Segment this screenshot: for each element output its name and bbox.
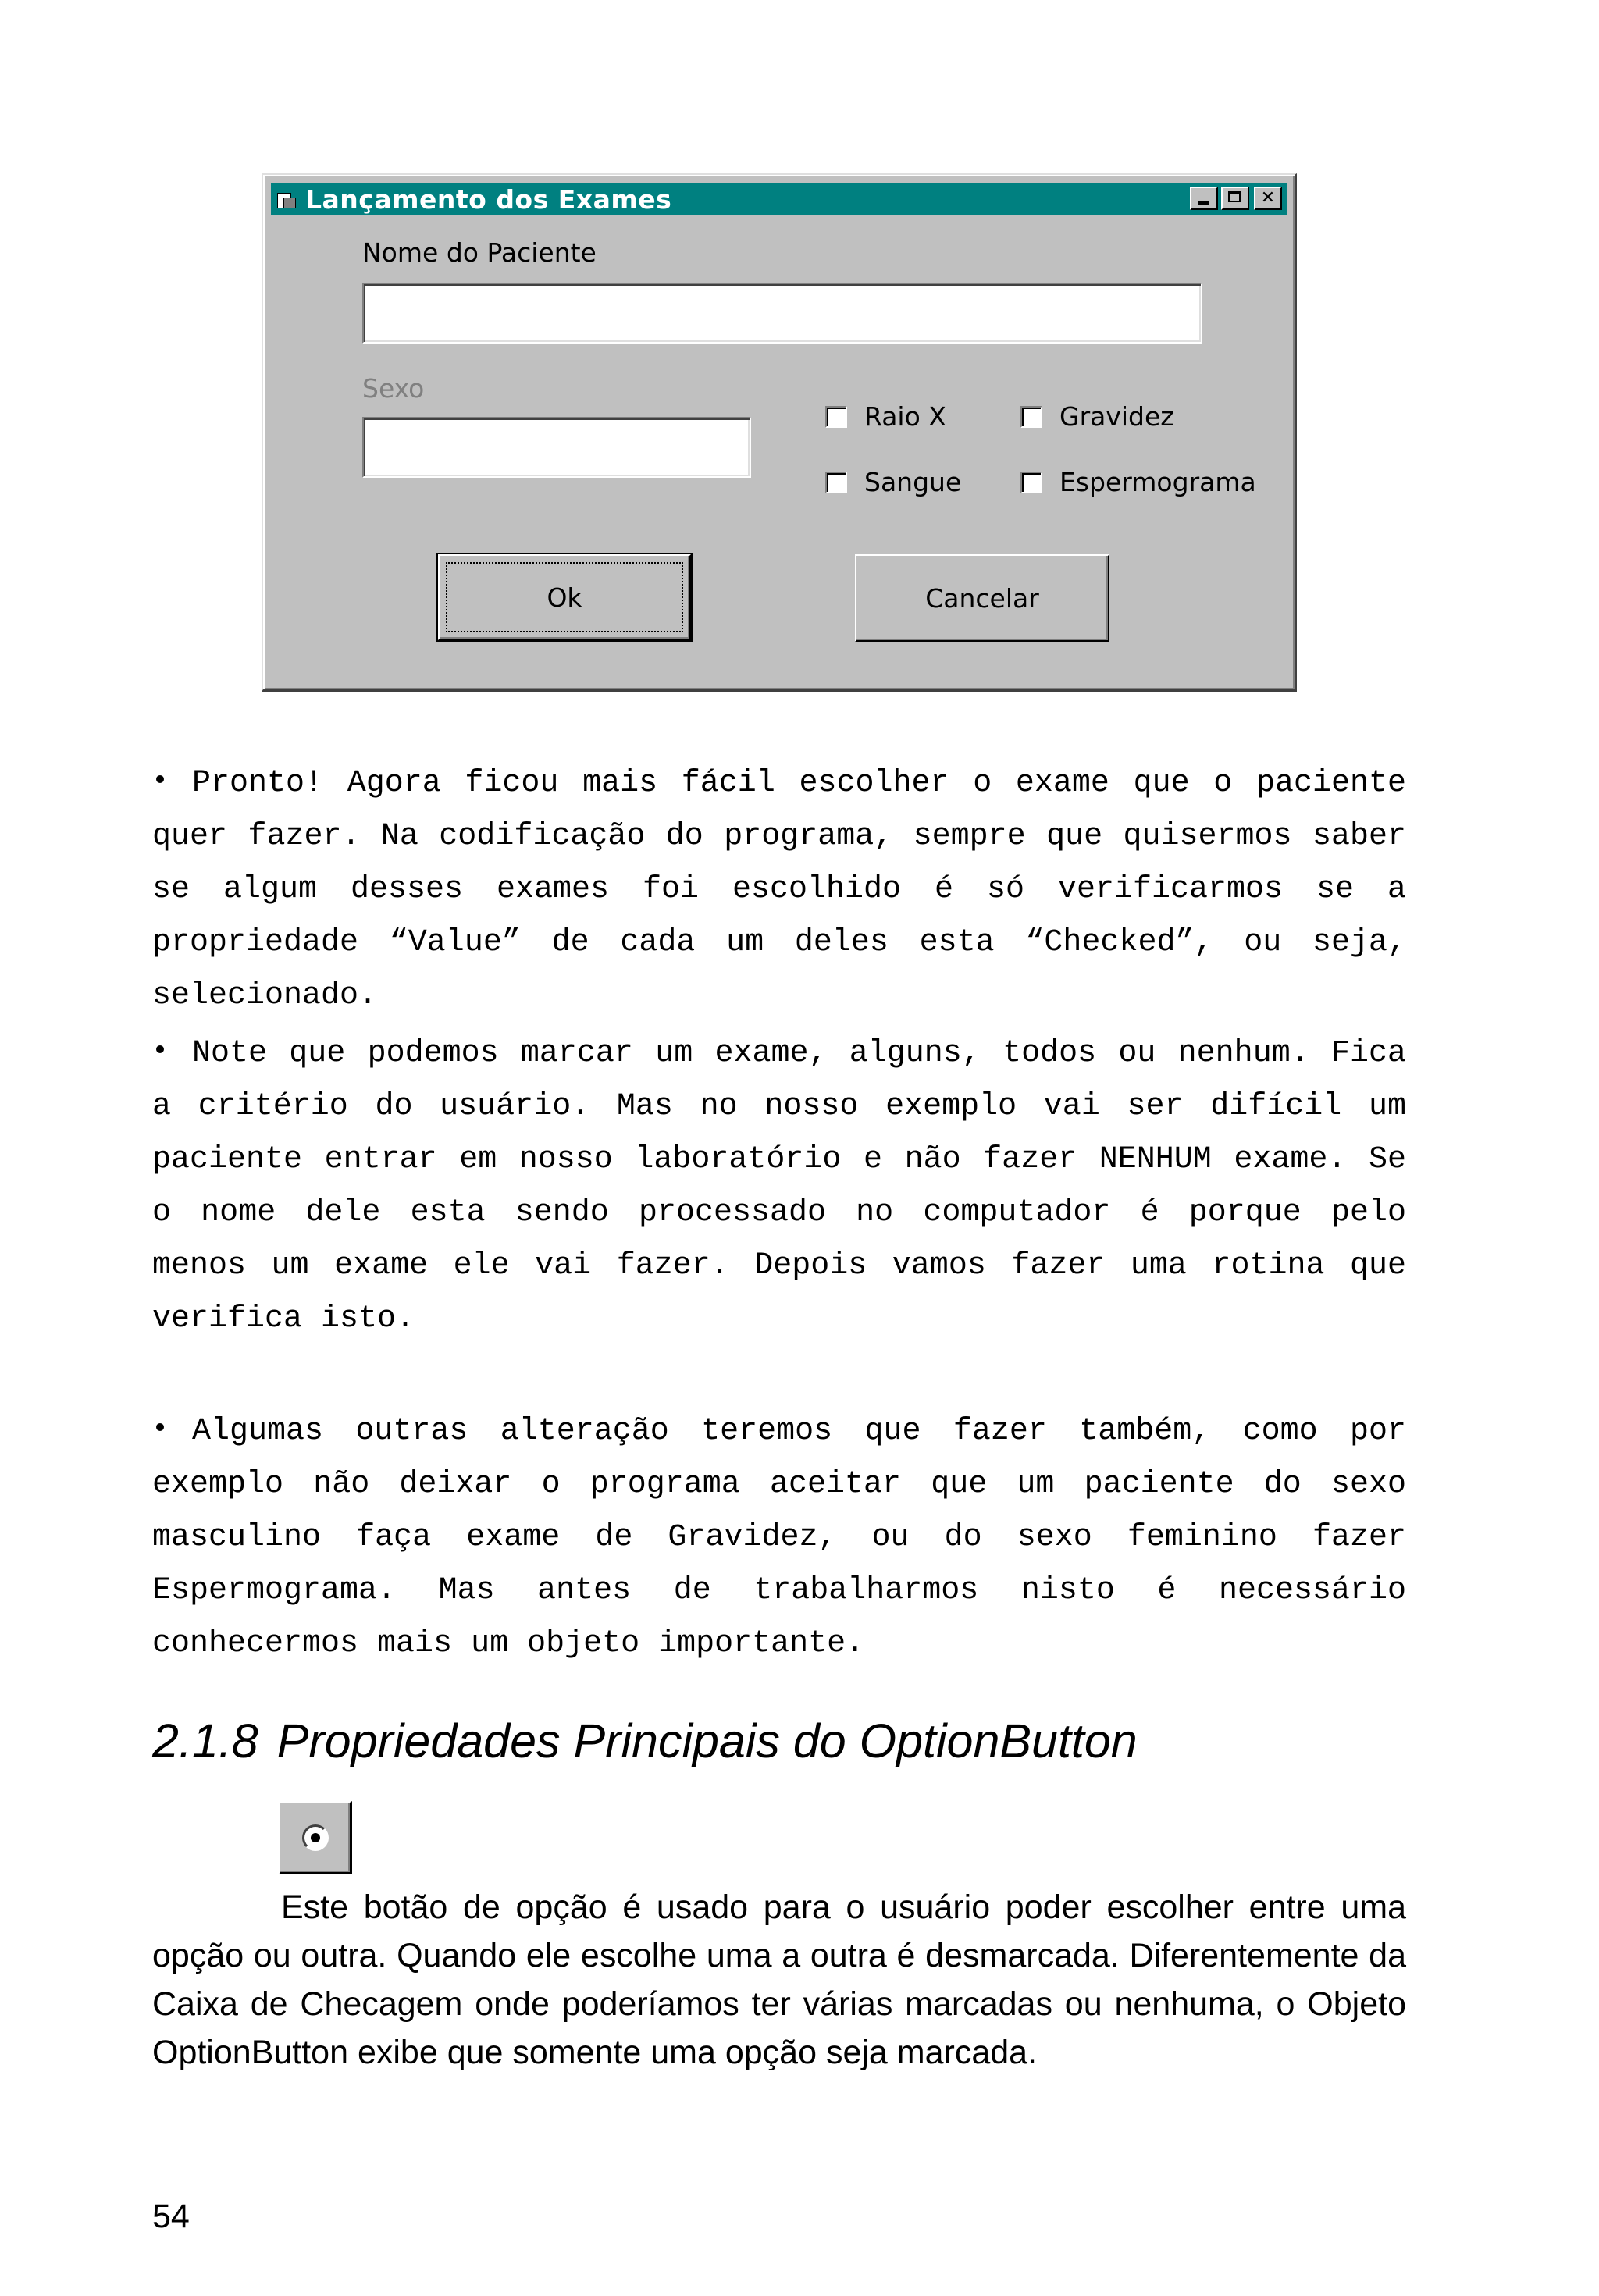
checkbox-raio-x[interactable]: [825, 401, 946, 432]
section-number: 2.1.8: [152, 1714, 258, 1767]
window-controls: [1187, 187, 1282, 210]
section-text-body: Este botão de opção é usado para o usuário poder escolher entre uma opção ou outra. Quando ele escolhe uma a outra é desmarcada. Diferentemente da Caixa de Checagem onde poderíamos ter várias marcadas ou nenhuma, o Objeto OptionButton exibe que somente uma opção seja marcada.: [152, 1888, 1406, 2071]
sex-label: Sexo: [362, 373, 425, 404]
checkbox-sangue[interactable]: [825, 467, 961, 497]
name-field[interactable]: [362, 283, 1202, 344]
name-label: Nome do Paciente: [362, 237, 597, 268]
close-icon[interactable]: ✕: [1254, 187, 1282, 210]
checkbox-box[interactable]: [1020, 472, 1042, 493]
checkbox-box[interactable]: [1020, 406, 1042, 428]
minimize-icon[interactable]: [1190, 187, 1218, 210]
section-title: Propriedades Principais do OptionButton: [276, 1714, 1138, 1767]
paragraph-3: [152, 1405, 1406, 1671]
window-title: Lançamento dos Exames: [305, 183, 672, 215]
title-bar[interactable]: [271, 183, 1287, 215]
paragraph-2: [152, 1027, 1406, 1346]
page-number: 54: [152, 2198, 190, 2235]
section-heading: [152, 1714, 1138, 1768]
ok-button-label: Ok: [547, 582, 582, 613]
option-button-icon: [279, 1801, 352, 1874]
dialog-window: [262, 173, 1297, 692]
section-text: [152, 1883, 1406, 2077]
checkbox-label: Sangue: [864, 467, 962, 497]
form-icon: [277, 190, 296, 208]
checkbox-label: Raio X: [864, 401, 946, 432]
bullet-icon: [156, 1423, 164, 1431]
checkbox-box[interactable]: [825, 472, 847, 493]
paragraph-1: [152, 757, 1406, 1023]
maximize-icon[interactable]: [1221, 187, 1249, 210]
bullet-icon: [156, 775, 164, 783]
ok-button[interactable]: [438, 554, 691, 640]
checkbox-box[interactable]: [825, 406, 847, 428]
bullet-icon: [156, 1045, 164, 1053]
checkbox-label: Gravidez: [1059, 401, 1174, 432]
checkbox-label: Espermograma: [1059, 467, 1256, 497]
checkbox-espermograma[interactable]: [1020, 467, 1256, 497]
cancel-button-label: Cancelar: [925, 582, 1039, 614]
sex-field[interactable]: [362, 417, 751, 478]
paragraph-text: Pronto! Agora ficou mais fácil escolher o exame que o paciente quer fazer. Na codificação do programa, sempre que quisermos saber se algum desses exames foi escolhido é só verificarmos se a propriedade “Value” de cada um deles esta “Checked”, ou seja, selecionado.: [152, 766, 1406, 1013]
paragraph-text: Algumas outras alteração teremos que fazer também, como por exemplo não deixar o programa aceitar que um paciente do sexo masculino faça exame de Gravidez, ou do sexo feminino fazer Espermograma. Mas antes de trabalharmos nisto é necessário conhecermos mais um objeto importante.: [152, 1414, 1406, 1661]
checkbox-gravidez[interactable]: [1020, 401, 1174, 432]
cancel-button[interactable]: [855, 554, 1109, 642]
paragraph-text: Note que podemos marcar um exame, alguns, todos ou nenhum. Fica a critério do usuário. Mas no nosso exemplo vai ser difícil um paciente entrar em nosso laboratório e não fazer NENHUM exame. Se o nome dele esta sendo processado no computador é porque pelo menos um exame ele vai fazer. Depois vamos fazer uma rotina que verifica isto.: [152, 1036, 1406, 1337]
